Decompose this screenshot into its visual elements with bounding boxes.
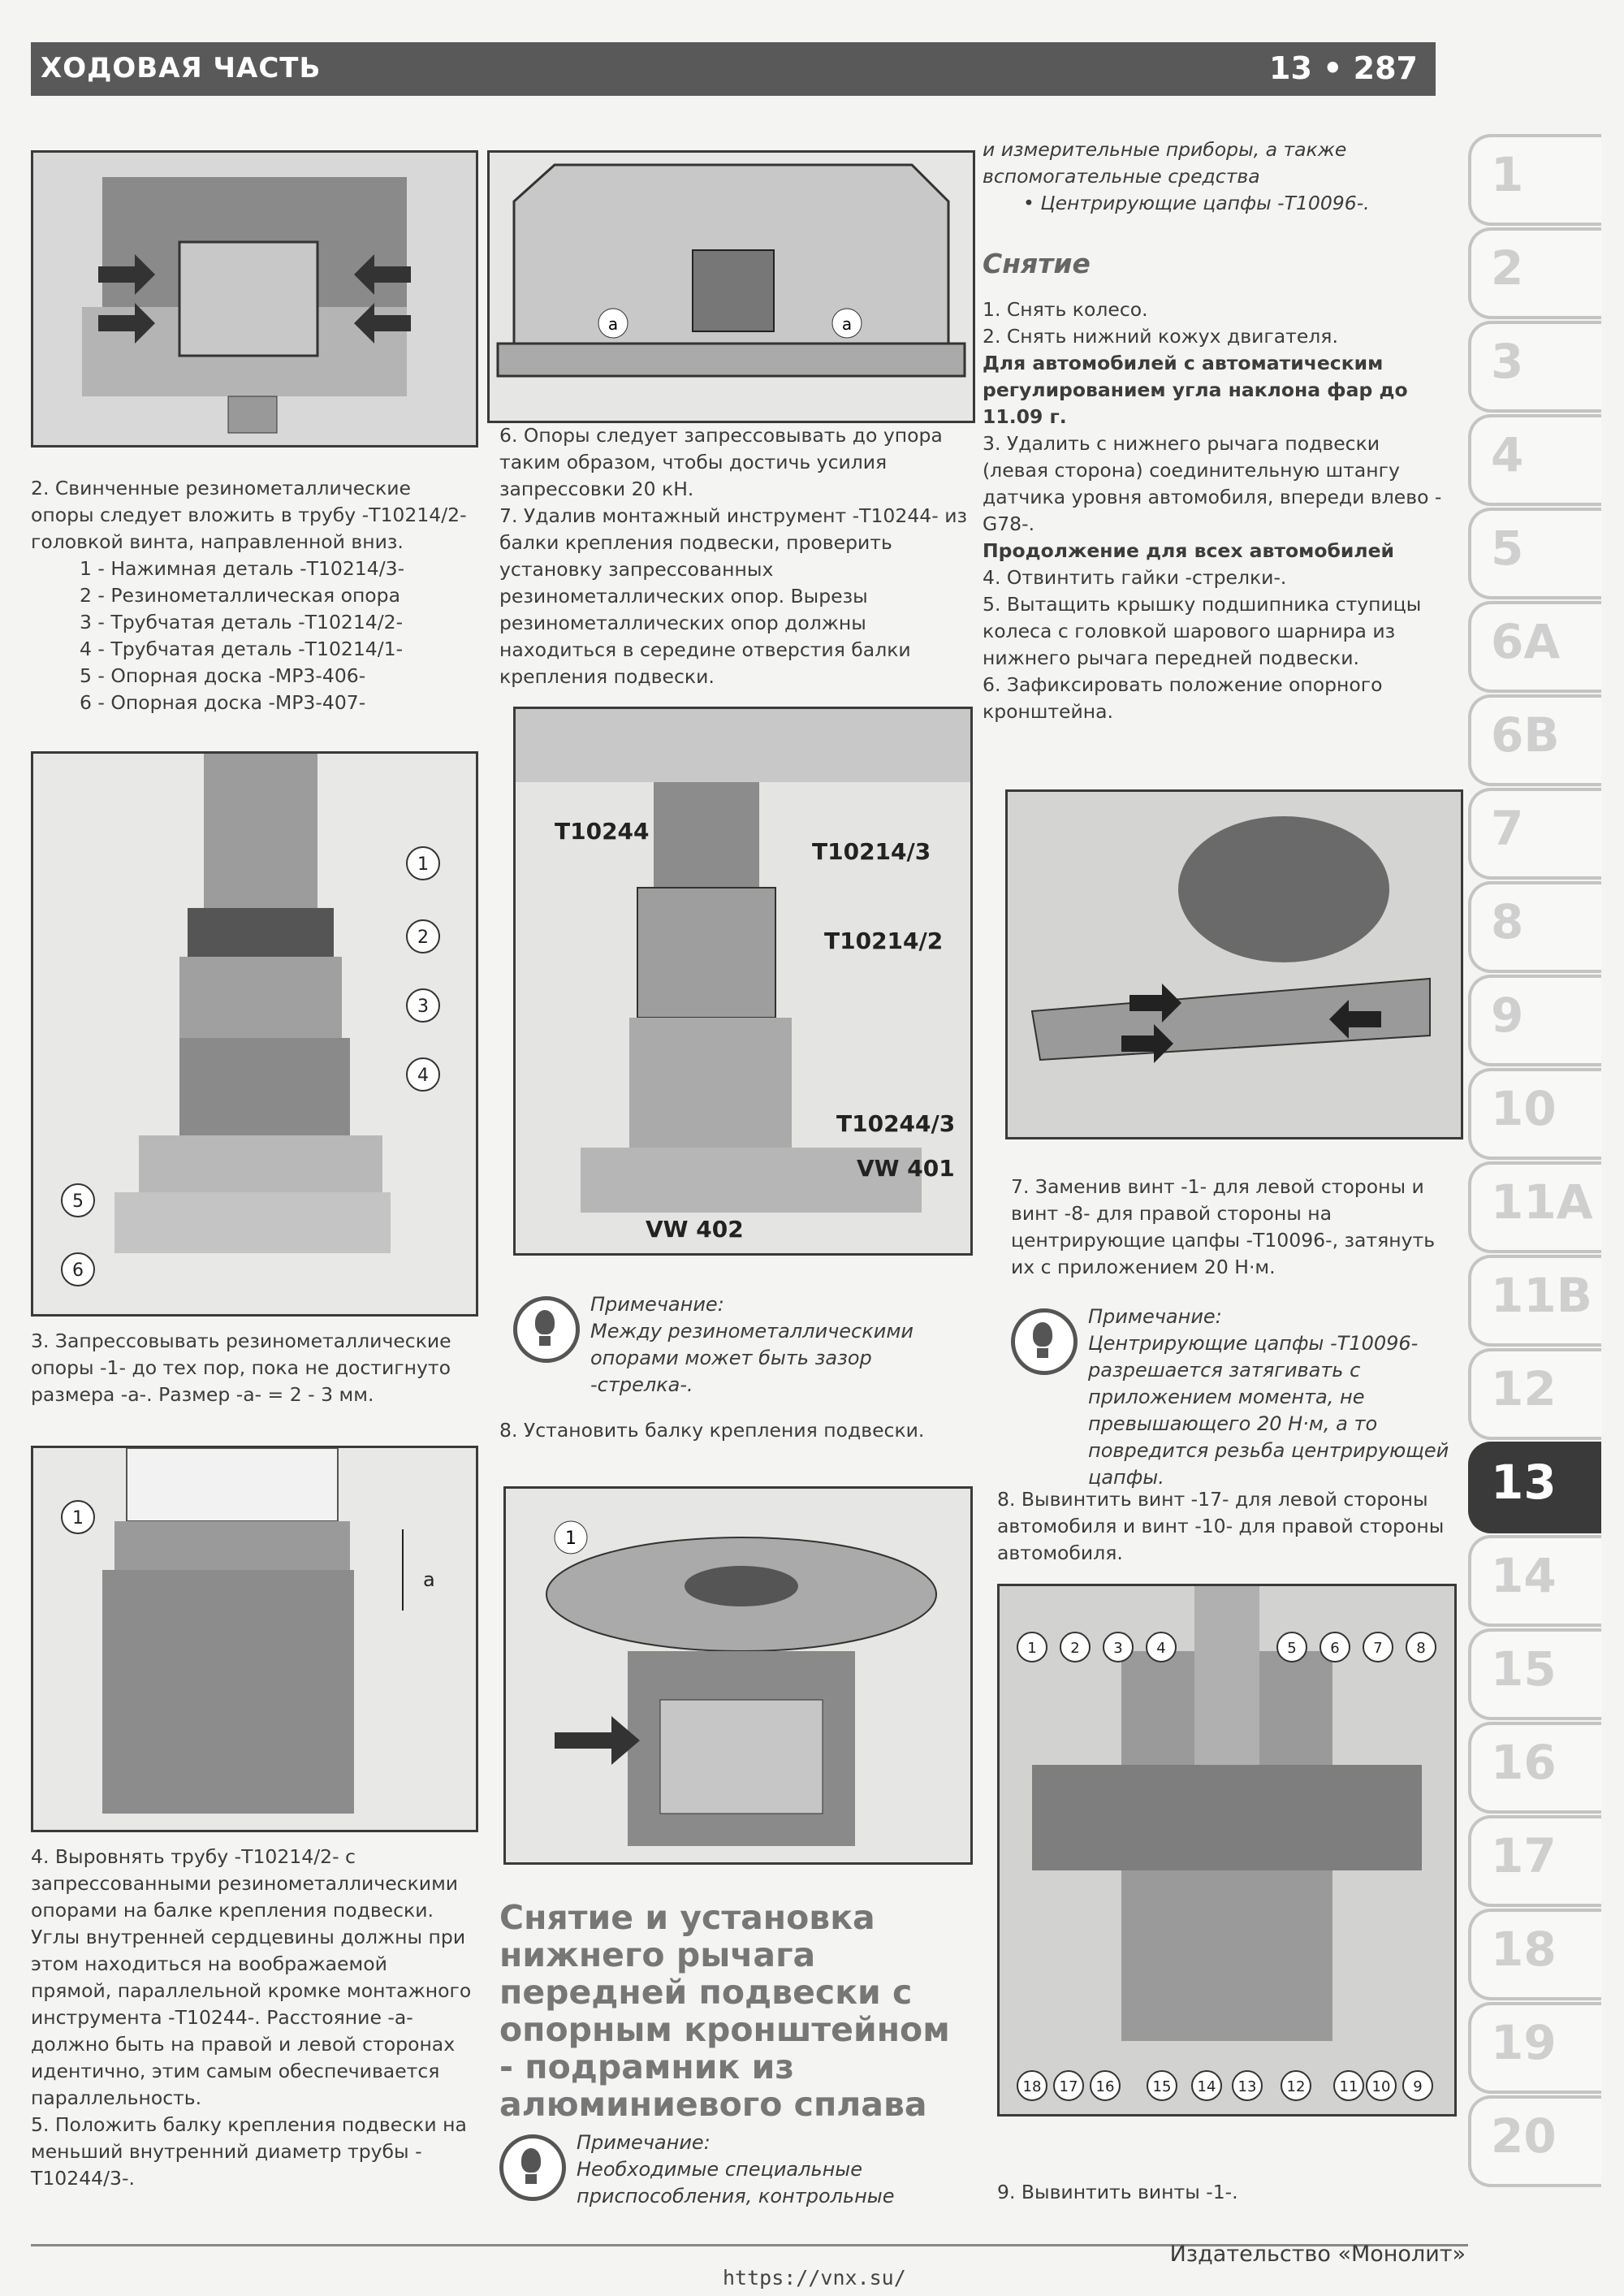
step-7: 7. Удалив монтажный инструмент -T10244- из балки крепления подвески, проверить установку запрессованных резинометаллических опор. Вырезы резинометаллических опор должны находиться в середине отверстия балки крепления подвески.	[499, 504, 967, 688]
col1-text-c	[31, 1844, 473, 2192]
step-8: 8. Установить балку крепления подвески.	[499, 1419, 925, 1442]
svg-text:16: 16	[1095, 2078, 1115, 2095]
chapter-tab[interactable]: 1	[1468, 134, 1601, 226]
chapter-tab[interactable]: 12	[1468, 1348, 1601, 1440]
svg-text:4: 4	[417, 1066, 429, 1086]
step-2: 2. Снять нижний кожух двигателя.	[983, 325, 1338, 348]
step-5: 5. Положить балку крепления подвески на меньший внутренний диаметр трубы -T10244/3-.	[31, 2113, 467, 2190]
chapter-tab[interactable]: 4	[1468, 414, 1601, 506]
svg-text:1: 1	[417, 854, 429, 875]
page-header	[31, 42, 1436, 96]
svg-text:a: a	[607, 314, 619, 334]
svg-text:6: 6	[1330, 1640, 1340, 1657]
svg-text:a: a	[841, 314, 853, 334]
svg-text:11: 11	[1339, 2078, 1358, 2095]
col1-text-b	[31, 1328, 473, 1408]
svg-text:17: 17	[1059, 2078, 1078, 2095]
chapter-tab[interactable]: 15	[1468, 1628, 1601, 1720]
col3-text-c	[1011, 1174, 1453, 1281]
fig-label: VW 402	[646, 1216, 744, 1243]
note-title: Примечание:	[1088, 1305, 1222, 1328]
note-text: Необходимые специальные приспособления, контрольные	[577, 2158, 895, 2207]
lightbulb-icon	[1011, 1308, 1078, 1375]
note-title: Примечание:	[590, 1293, 724, 1316]
chapter-tab[interactable]: 7	[1468, 788, 1601, 880]
note-box	[1011, 1304, 1453, 1491]
lightbulb-icon	[513, 1296, 580, 1363]
legend-item: 1 - Нажимная деталь -T10214/3-	[80, 557, 405, 580]
svg-text:3: 3	[1113, 1640, 1123, 1657]
tool-bullet: • Центрирующие цапфы -T10096-.	[1023, 192, 1370, 214]
figure-subframe-top	[487, 150, 975, 423]
step-8: 8. Вывинтить винт -17- для левой стороны автомобиля и винт -10- для правой стороны автомобиля.	[997, 1488, 1445, 1564]
note-title: Примечание:	[577, 2131, 710, 2154]
fig-label: T10214/2	[824, 927, 944, 954]
col3-text-d	[997, 1486, 1452, 1567]
svg-text:3: 3	[417, 997, 429, 1017]
step-2: 2. Свинченные резинометаллические опоры следует вложить в трубу -T10214/2- головкой винта, направленной вниз.	[31, 477, 467, 553]
svg-text:2: 2	[417, 927, 429, 948]
figure-press-tool	[31, 150, 478, 448]
legend-item: 2 - Резинометаллическая опора	[80, 584, 401, 607]
chapter-tab[interactable]: 14	[1468, 1535, 1601, 1627]
col2-text-b	[499, 1417, 970, 1444]
page-number: 13 • 287	[1269, 50, 1418, 86]
note-text: Центрирующие цапфы -T10096- разрешается затягивать с приложением момента, не превышающего 20 Н·м, а то повредится резьба центрирующей цапфы.	[1088, 1332, 1449, 1489]
step-7: 7. Заменив винт -1- для левой стороны и винт -8- для правой стороны на центрирующие цапфы -T10096-, затянуть их с приложением 20 Н·м.	[1011, 1175, 1436, 1278]
chapter-tab[interactable]: 5	[1468, 508, 1601, 599]
condition-heading: Продолжение для всех автомобилей	[983, 539, 1394, 562]
step-6: 6. Опоры следует запрессовывать до упора таким образом, чтобы достичь усилия запрессовки 20 кН.	[499, 424, 943, 500]
svg-text:5: 5	[1287, 1640, 1297, 1657]
svg-text:1: 1	[565, 1529, 577, 1549]
publisher: Издательство «Монолит»	[1169, 2242, 1466, 2267]
subheading-removal: Снятие	[983, 248, 1091, 279]
step-4: 4. Отвинтить гайки -стрелки-.	[983, 566, 1287, 589]
section-title: ХОДОВАЯ ЧАСТЬ	[41, 52, 322, 84]
chapter-tab[interactable]: 11A	[1468, 1161, 1601, 1253]
step-5: 5. Вытащить крышку подшипника ступицы колеса с головкой шарового шарнира из нижнего рычага передней подвески.	[983, 593, 1422, 669]
chapter-tab[interactable]: 19	[1468, 2002, 1601, 2094]
source-link[interactable]: https://vnx.su/	[723, 2266, 906, 2290]
note-box	[513, 1291, 968, 1399]
chapter-tab[interactable]: 9	[1468, 975, 1601, 1066]
step-1: 1. Снять колесо.	[983, 298, 1148, 321]
svg-text:14: 14	[1197, 2078, 1216, 2095]
svg-text:2: 2	[1070, 1640, 1080, 1657]
col1-text-a	[31, 475, 473, 716]
col3-text-b	[983, 296, 1445, 725]
col2-text-a	[499, 422, 970, 690]
chapter-tab-active[interactable]: 13	[1468, 1442, 1601, 1533]
svg-text:15: 15	[1152, 2078, 1172, 2095]
figure-bushing	[503, 1486, 973, 1865]
figure-press-setup	[513, 707, 973, 1256]
chapter-tab[interactable]: 11B	[1468, 1255, 1601, 1347]
chapter-tab[interactable]: 16	[1468, 1722, 1601, 1814]
svg-text:7: 7	[1373, 1640, 1383, 1657]
svg-text:5: 5	[72, 1191, 84, 1212]
col3-text-a	[983, 136, 1445, 217]
lightbulb-icon	[499, 2134, 566, 2201]
section-heading: Снятие и установка нижнего рычага передней подвески с опорным кронштейном - подрамник из алюминиевого сплава	[499, 1898, 950, 2124]
continued-text: и измерительные приборы, а также вспомогательные средства	[983, 138, 1347, 188]
figure-tube-assembly	[31, 751, 478, 1317]
chapter-tab[interactable]: 2	[1468, 227, 1601, 319]
svg-text:a: a	[423, 1568, 435, 1591]
chapter-tab[interactable]: 6A	[1468, 601, 1601, 693]
figure-lower-arm	[1005, 789, 1463, 1139]
fig-label: VW 401	[857, 1155, 955, 1182]
note-box	[499, 2130, 970, 2210]
figure-dimension-a	[31, 1446, 478, 1832]
figure-subframe-bottom	[997, 1584, 1457, 2117]
chapter-tab[interactable]: 20	[1468, 2095, 1601, 2187]
svg-text:13: 13	[1237, 2078, 1257, 2095]
chapter-tab[interactable]: 3	[1468, 321, 1601, 413]
svg-text:4: 4	[1156, 1640, 1166, 1657]
step-3: 3. Удалить с нижнего рычага подвески (левая сторона) соединительную штангу датчика уровня автомобиля, впереди влево -G78-.	[983, 432, 1442, 535]
svg-text:9: 9	[1413, 2078, 1423, 2095]
svg-text:12: 12	[1286, 2078, 1306, 2095]
chapter-tab[interactable]: 8	[1468, 881, 1601, 973]
step-6: 6. Зафиксировать положение опорного кронштейна.	[983, 673, 1383, 723]
step-9: 9. Вывинтить винты -1-.	[997, 2181, 1238, 2203]
svg-text:18: 18	[1022, 2078, 1042, 2095]
svg-text:1: 1	[1027, 1640, 1037, 1657]
legend-list	[31, 556, 473, 716]
chapter-tab[interactable]: 6B	[1468, 694, 1601, 786]
fig-label: T10244/3	[836, 1110, 956, 1137]
col3-text-e	[997, 2179, 1452, 2206]
fig-label: T10244	[555, 818, 650, 845]
chapter-tab[interactable]: 18	[1468, 1909, 1601, 2000]
legend-item: 5 - Опорная доска -MP3-406-	[80, 664, 366, 687]
svg-text:8: 8	[1416, 1640, 1426, 1657]
step-3: 3. Запрессовывать резинометаллические опоры -1- до тех пор, пока не достигнуто размера -а-. Размер -а- = 2 - 3 мм.	[31, 1330, 451, 1406]
legend-item: 4 - Трубчатая деталь -T10214/1-	[80, 638, 404, 660]
chapter-tab[interactable]: 17	[1468, 1815, 1601, 1907]
step-4: 4. Выровнять трубу -T10214/2- с запрессованными резинометаллическими опорами на балке крепления подвески. Углы внутренней сердцевины должны при этом находиться на воображаемой прямой, параллельной кромке монтажного инструмента -T10244-. Расстояние -а- должно быть на правой и левой сторонах идентично, этим самым обеспечивается параллельность.	[31, 1845, 472, 2109]
legend-item: 3 - Трубчатая деталь -T10214/2-	[80, 611, 404, 633]
svg-text:1: 1	[72, 1508, 84, 1529]
chapter-tab[interactable]: 10	[1468, 1068, 1601, 1160]
svg-text:6: 6	[72, 1260, 84, 1281]
condition-heading: Для автомобилей с автоматическим регулированием угла наклона фар до 11.09 г.	[983, 352, 1408, 428]
svg-text:10: 10	[1371, 2078, 1391, 2095]
note-text: Между резинометаллическими опорами может быть зазор -стрелка-.	[590, 1320, 914, 1396]
fig-label: T10214/3	[812, 838, 931, 865]
legend-item: 6 - Опорная доска -MP3-407-	[80, 691, 366, 714]
